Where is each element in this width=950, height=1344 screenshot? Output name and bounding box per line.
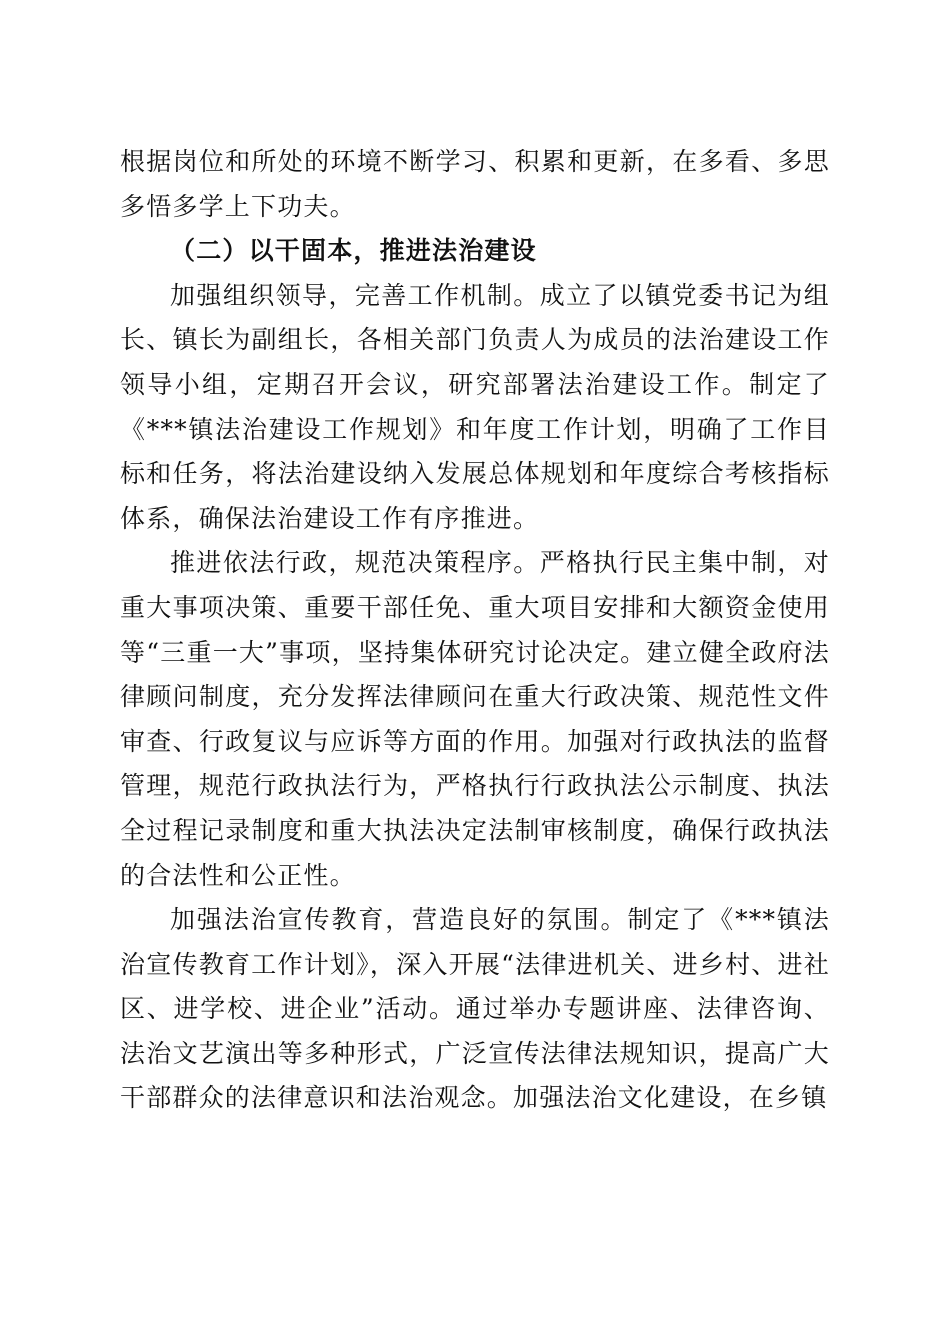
paragraph-organization: 加强组织领导，完善工作机制。成立了以镇党委书记为组长、镇长为副组长，各相关部门负责人为成员的法治建设工作领导小组，定期召开会议，研究部署法治建设工作。制定了《***镇法治建设工作规划》和年度工作计划，明确了工作目标和任务，将法治建设纳入发展总体规划和年度综合考核指标体系，确保法治建设工作有序推进。 bbox=[120, 280, 830, 533]
paragraph-administration: 推进依法行政，规范决策程序。严格执行民主集中制，对重大事项决策、重要干部任免、重大项目安排和大额资金使用等“三重一大”事项，坚持集体研究讨论决定。建立健全政府法律顾问制度，充分发挥法律顾问在重大行政决策、规范性文件审查、行政复议与应诉等方面的作用。加强对行政执法的监督管理，规范行政执法行为，严格执行行政执法公示制度、执法全过程记录制度和重大执法决定法制审核制度，确保行政执法的合法性和公正性。 bbox=[120, 548, 830, 890]
continuation-paragraph: 根据岗位和所处的环境不断学习、积累和更新，在多看、多思多悟多学上下功夫。 bbox=[120, 147, 830, 221]
document-body bbox=[120, 140, 830, 1121]
section-heading: （二）以干固本，推进法治建设 bbox=[170, 236, 537, 266]
paragraph-publicity: 加强法治宣传教育，营造良好的氛围。制定了《***镇法治宣传教育工作计划》，深入开展“法律进机关、进乡村、进社区、进学校、进企业”活动。通过举办专题讲座、法律咨询、法治文艺演出等多种形式，广泛宣传法律法规知识，提高广大干部群众的法律意识和法治观念。加强法治文化建设，在乡镇 bbox=[120, 905, 830, 1113]
